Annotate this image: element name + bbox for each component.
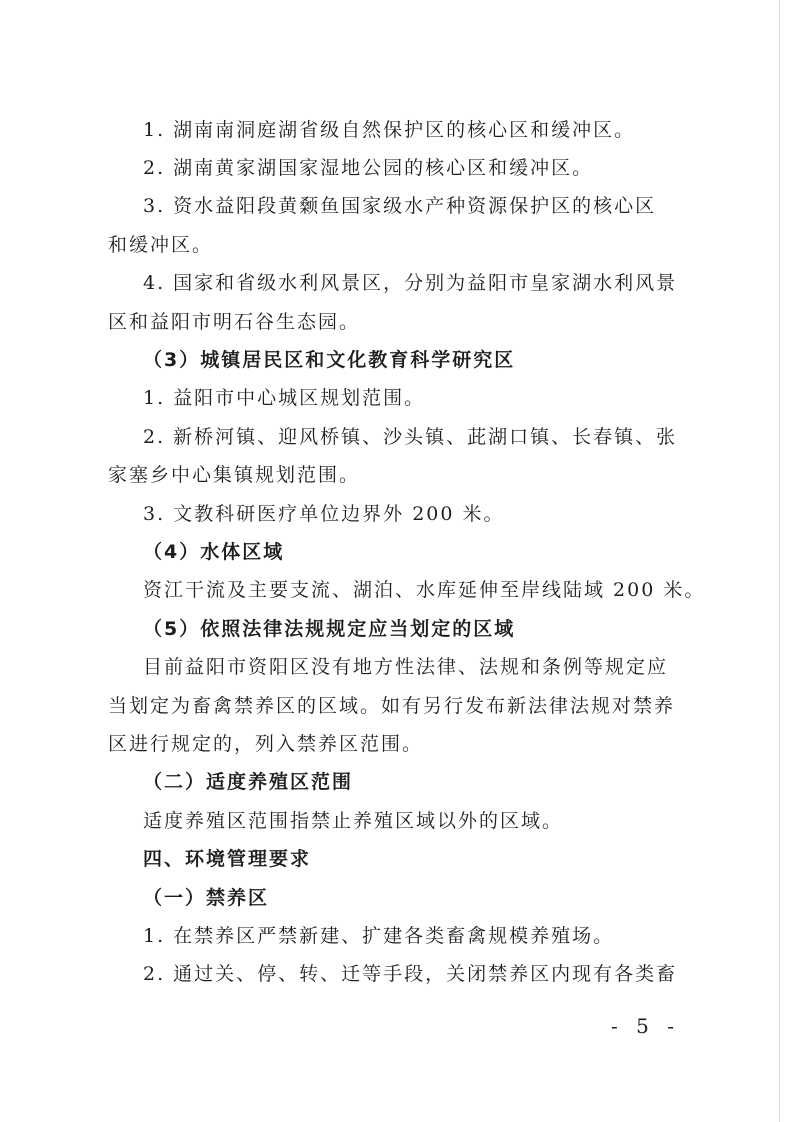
- section-heading: （5）依照法律法规规定应当划定的区域: [143, 618, 516, 640]
- text-line: 1. 益阳市中心城区规划范围。: [143, 387, 426, 409]
- text-line: 3. 文教科研医疗单位边界外 200 米。: [143, 503, 505, 525]
- section-heading: （3）城镇居民区和文化教育科学研究区: [143, 349, 516, 371]
- text-line: 4. 国家和省级水利风景区，分别为益阳市皇家湖水利风景: [143, 272, 678, 294]
- text-line: 2. 新桥河镇、迎风桥镇、沙头镇、茈湖口镇、长春镇、张: [143, 426, 678, 448]
- text-line: 目前益阳市资阳区没有地方性法律、法规和条例等规定应: [143, 656, 669, 678]
- section-heading: （一）禁养区: [143, 887, 270, 909]
- section-heading: （4）水体区域: [143, 541, 285, 563]
- text-line: 1. 湖南南洞庭湖省级自然保护区的核心区和缓冲区。: [143, 119, 636, 141]
- text-line: 区和益阳市明石谷生态园。: [108, 311, 361, 333]
- text-line: 2. 通过关、停、转、迁等手段，关闭禁养区内现有各类畜: [143, 963, 678, 985]
- section-heading: 四、环境管理要求: [143, 848, 312, 870]
- text-line: 和缓冲区。: [108, 234, 214, 256]
- text-line: 资江干流及主要支流、湖泊、水库延伸至岸线陆域 200 米。: [143, 579, 706, 601]
- text-line: 适度养殖区范围指禁止养殖区域以外的区域。: [143, 810, 564, 832]
- text-line: 1. 在禁养区严禁新建、扩建各类畜禽规模养殖场。: [143, 925, 615, 947]
- section-heading: （二）适度养殖区范围: [143, 771, 354, 793]
- text-line: 3. 资水益阳段黄颡鱼国家级水产种资源保护区的核心区: [143, 195, 657, 217]
- page-number: - 5 -: [611, 1014, 680, 1038]
- scan-edge-line: [779, 0, 780, 1122]
- text-line: 区进行规定的，列入禁养区范围。: [108, 733, 424, 755]
- text-line: 2. 湖南黄家湖国家湿地公园的核心区和缓冲区。: [143, 157, 594, 179]
- text-line: 当划定为畜禽禁养区的区域。如有另行发布新法律法规对禁养: [108, 695, 676, 717]
- text-line: 家塞乡中心集镇规划范围。: [108, 464, 361, 486]
